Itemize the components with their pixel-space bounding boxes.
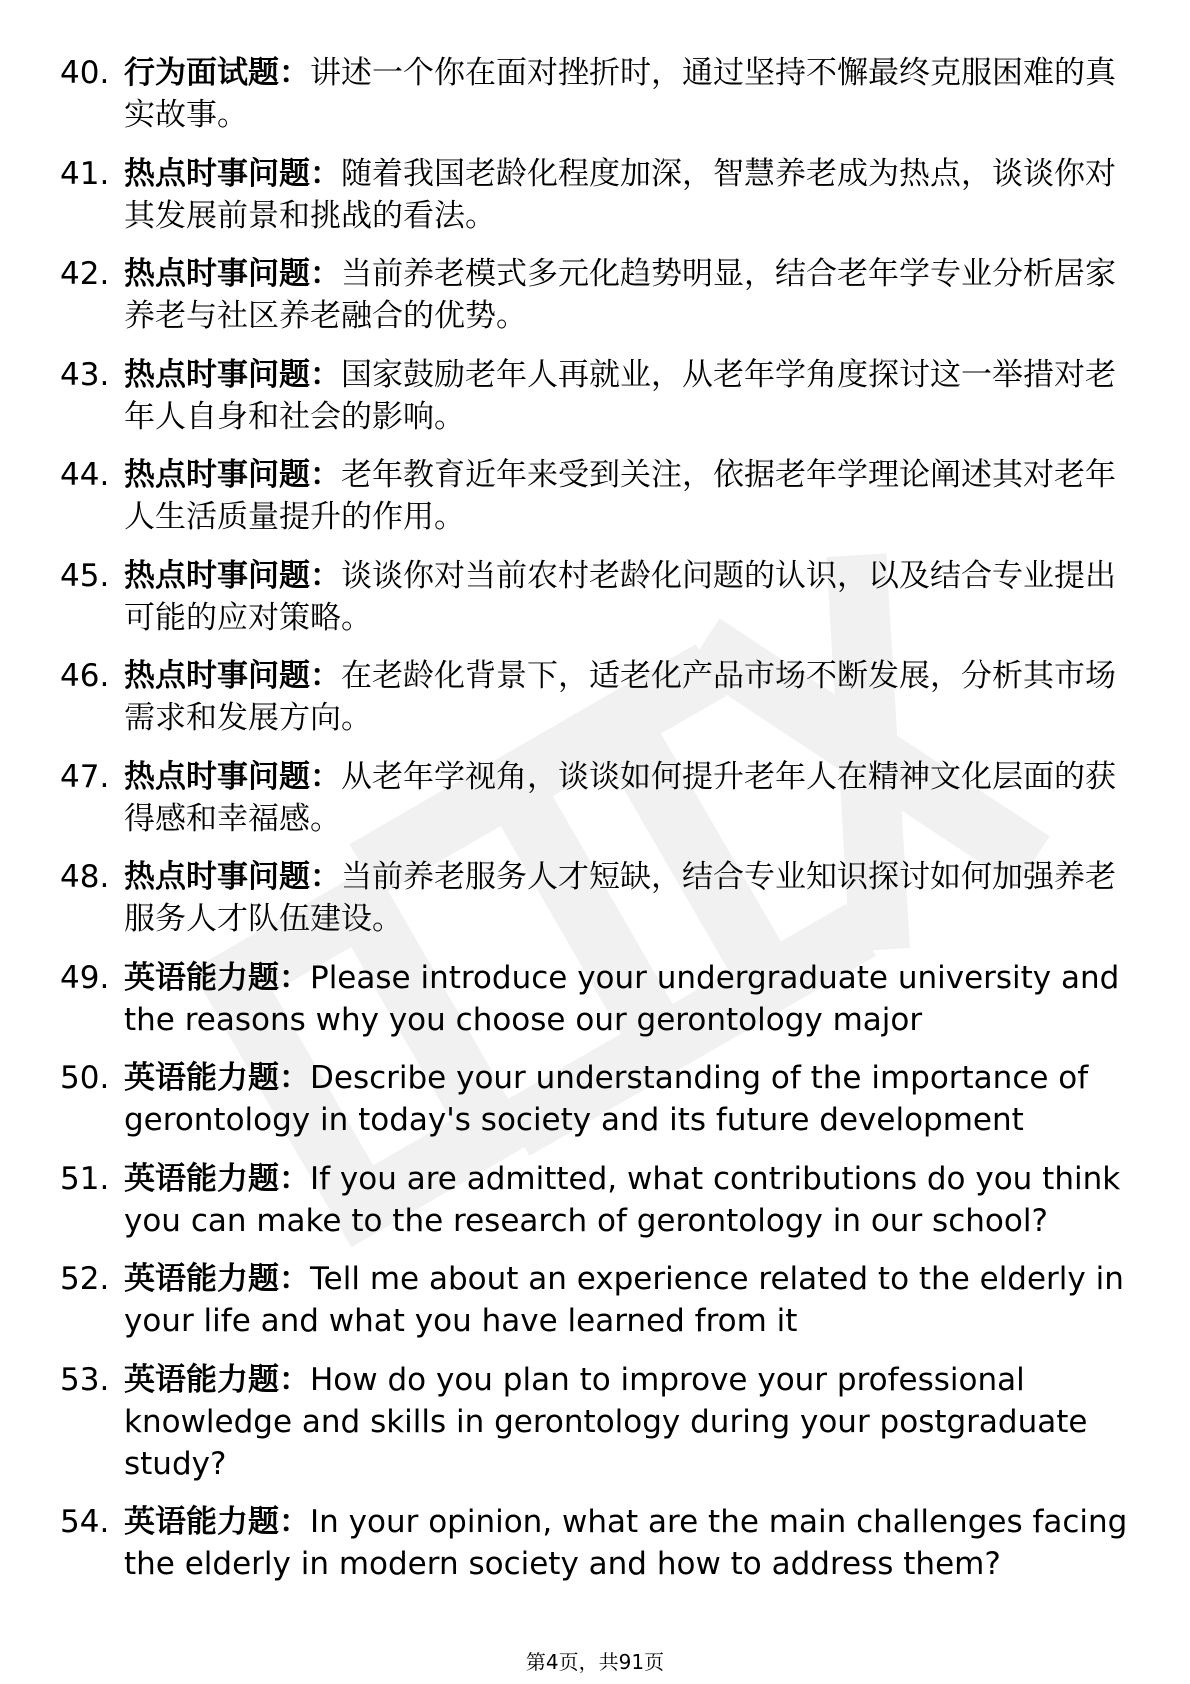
question-text: 讲述一个你在面对挫折时，通过坚持不懈最终克服困难的真实故事。 (124, 55, 1116, 133)
question-body (124, 1258, 1135, 1342)
question-number: 49. (60, 959, 110, 996)
question-category: 英语能力题： (124, 1060, 310, 1096)
question-number: 51. (60, 1160, 110, 1197)
question-category: 热点时事问题： (124, 155, 341, 192)
question-number: 44. (60, 457, 110, 493)
question-category: 热点时事问题： (124, 859, 341, 895)
question-text: Please introduce your undergraduate university and the reasons why you choose our gerontology major (124, 959, 1120, 1038)
question-number: 54. (60, 1504, 110, 1540)
question-text: 国家鼓励老年人再就业，从老年学角度探讨这一举措对老年人自身和社会的影响。 (124, 356, 1116, 435)
question-item (60, 354, 1135, 438)
question-category: 热点时事问题： (124, 758, 341, 795)
question-category: 英语能力题： (124, 1361, 310, 1398)
question-item (60, 253, 1135, 337)
question-number: 48. (60, 859, 110, 895)
question-number: 40. (60, 55, 110, 91)
question-number: 41. (60, 155, 110, 192)
question-body (124, 354, 1135, 438)
question-text: 老年教育近年来受到关注，依据老年学理论阐述其对老年人生活质量提升的作用。 (124, 457, 1116, 535)
question-category: 英语能力题： (124, 1261, 310, 1297)
question-item (60, 555, 1135, 639)
question-number: 46. (60, 658, 110, 694)
question-item (60, 52, 1135, 136)
question-number: 52. (60, 1261, 110, 1297)
question-body (124, 1158, 1135, 1242)
question-item (60, 454, 1135, 538)
question-list (60, 52, 1135, 1602)
question-body (124, 454, 1135, 538)
question-text: Tell me about an experience related to the elderly in your life and what you have learned from it (124, 1261, 1124, 1339)
question-text: Describe your understanding of the importance of gerontology in today's society and its future development (124, 1060, 1089, 1138)
question-body (124, 1057, 1135, 1141)
question-text: 从老年学视角，谈谈如何提升老年人在精神文化层面的获得感和幸福感。 (124, 758, 1116, 837)
question-text: 谈谈你对当前农村老龄化问题的认识，以及结合专业提出可能的应对策略。 (124, 557, 1116, 636)
question-item (60, 856, 1135, 940)
question-text: 当前养老模式多元化趋势明显，结合老年学专业分析居家养老与社区养老融合的优势。 (124, 256, 1116, 334)
question-number: 50. (60, 1060, 110, 1096)
question-number: 47. (60, 758, 110, 795)
question-text: 当前养老服务人才短缺，结合专业知识探讨如何加强养老服务人才队伍建设。 (124, 859, 1116, 937)
question-text: How do you plan to improve your professional knowledge and skills in gerontology during your postgraduate study? (124, 1361, 1088, 1482)
question-body (124, 756, 1135, 840)
question-body (124, 655, 1135, 739)
question-text: In your opinion, what are the main challenges facing the elderly in modern society and how to address them? (124, 1504, 1128, 1582)
question-number: 42. (60, 256, 110, 292)
question-category: 热点时事问题： (124, 658, 341, 694)
question-item (60, 655, 1135, 739)
question-text: 随着我国老龄化程度加深，智慧养老成为热点，谈谈你对其发展前景和挑战的看法。 (124, 155, 1116, 234)
question-body (124, 555, 1135, 639)
question-category: 热点时事问题： (124, 457, 341, 493)
question-body (124, 1359, 1135, 1485)
question-category: 英语能力题： (124, 1160, 310, 1197)
question-item (60, 1359, 1135, 1485)
question-category: 热点时事问题： (124, 557, 341, 594)
question-category: 行为面试题： (124, 55, 310, 91)
question-item (60, 1158, 1135, 1242)
question-body (124, 52, 1135, 136)
question-text: 在老龄化背景下，适老化产品市场不断发展，分析其市场需求和发展方向。 (124, 658, 1116, 736)
page-footer: 第4页，共91页 (525, 1650, 665, 1674)
question-body (124, 1501, 1135, 1585)
question-item (60, 957, 1135, 1041)
question-item (60, 1057, 1135, 1141)
question-number: 43. (60, 356, 110, 393)
question-item (60, 1258, 1135, 1342)
question-text: If you are admitted, what contributions do you think you can make to the research of gerontology in our school? (124, 1160, 1121, 1239)
question-body (124, 957, 1135, 1041)
question-category: 英语能力题： (124, 959, 310, 996)
question-item (60, 756, 1135, 840)
question-item (60, 1501, 1135, 1585)
question-body (124, 153, 1135, 237)
question-body (124, 253, 1135, 337)
question-item (60, 153, 1135, 237)
question-category: 英语能力题： (124, 1504, 310, 1540)
question-category: 热点时事问题： (124, 356, 341, 393)
question-body (124, 856, 1135, 940)
question-category: 热点时事问题： (124, 256, 341, 292)
question-number: 45. (60, 557, 110, 594)
question-number: 53. (60, 1361, 110, 1398)
